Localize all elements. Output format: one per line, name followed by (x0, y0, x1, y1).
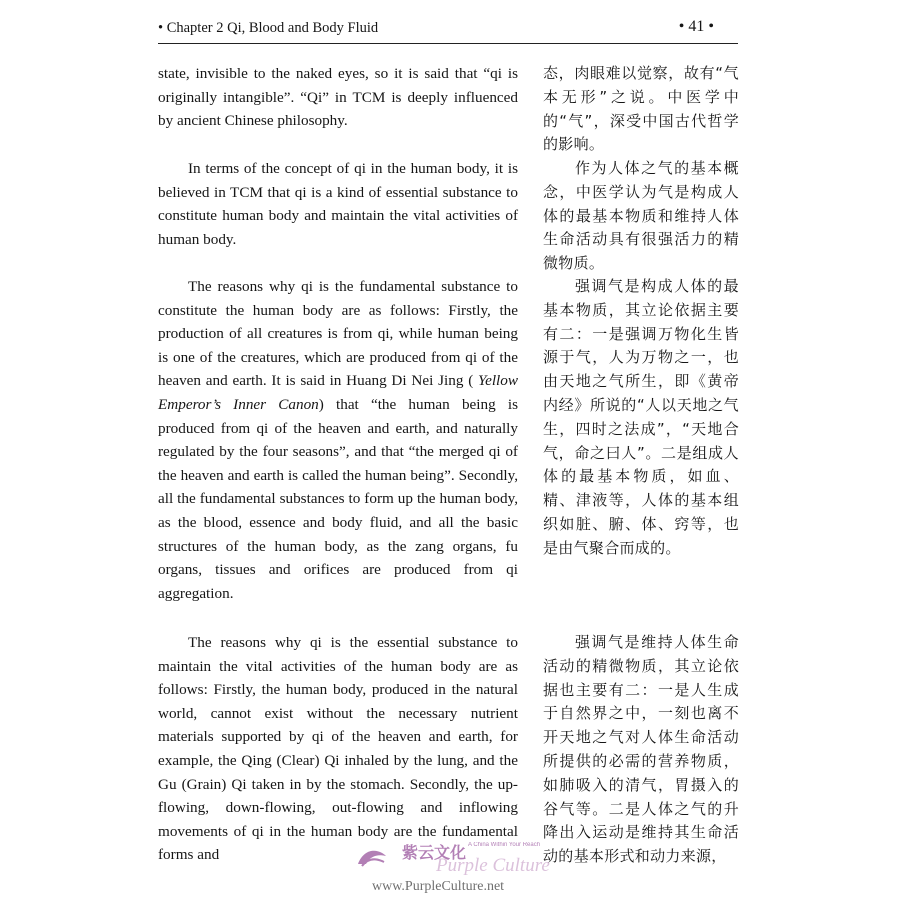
chinese-text: 作为人体之气的基本概念，中医学认为气是构成人体的最基本物质和维持人体生命活动具有很强活力的精微物质。 (543, 159, 739, 273)
purple-culture-logo-icon (356, 846, 388, 868)
chinese-text: 强调气是构成人体的最基本物质，其立论依据主要有二：一是强调万物化生皆源于气，人为万物之一，也由天地之气所生，即《黄帝内经》所说的“人以天地之气生，四时之法成”，“天地合气，命之曰人”。二是组成人体的最基本物质，如血、精、津液等，人体的基本组织如脏、腑、体、窍等，也是由气聚合而成的。 (543, 277, 739, 557)
english-text: state, invisible to the naked eyes, so it is said that “qi is originally intangible”. “Qi” in TCM is deeply influenced by ancient Chinese philosophy. (158, 65, 518, 130)
watermark-tagline: A China Within Your Reach (468, 842, 541, 848)
book-title-italic: Yellow Emperor’s Inner Canon (158, 372, 518, 413)
chinese-paragraph-1 (543, 62, 739, 157)
english-text-part: ( (463, 372, 479, 390)
english-paragraph-4 (158, 631, 518, 867)
chinese-text: 强调气是维持人体生命活动的精微物质，其立论依据也主要有二：一是人生成于自然界之中，一刻也离不开天地之气对人体生命活动所提供的必需的营养物质，如肺吸入的清气，胃摄入的谷气等。二是人体之气的升降出入运动是维持其生命活动的基本形式和动力来源， (543, 633, 739, 866)
watermark-brand-en: Purple Culture (436, 855, 550, 876)
english-paragraph-1 (158, 62, 518, 133)
chinese-paragraph-3 (543, 275, 739, 561)
english-text: In terms of the concept of qi in the human body, it is believed in TCM that qi is a kind of essential substance to constitute human body and maintain the vital activities of human body. (158, 160, 518, 248)
english-text-part: The reasons why qi is the fundamental substance to constitute the human body are as follows: Firstly, the production of all creatures is from qi, while human being is one of the creatures, which are produced from qi of the heaven and earth. It is said in Huang Di Nei Jing (158, 278, 518, 390)
english-paragraph-2 (158, 157, 518, 251)
watermark-url: www.PurpleCulture.net (372, 879, 505, 894)
english-text: The reasons why qi is the essential substance to maintain the vital activities of the human body are as follows: Firstly, the human body, produced in the natural world, cannot exist without the necessary nutrient materials supported by qi of the heaven and earth, for example, the Qing (Clear) Qi inhaled by the lung, and the Gu (Grain) Qi taken in by the stomach. Secondly, the up-flowing, down-flowing, out-flowing and inflowing movements of qi in the human body are the fundamental forms and (158, 634, 518, 864)
running-header (158, 14, 738, 44)
english-text-part: ) that “the human being is produced from qi of the heaven and earth, and naturally regulated by the four seasons”, and that “the merged qi of the heaven and earth is called the human being”. Secondly, all the fundamental substances to form up the human body, as the blood, essence and body fluid, and all the basic structures of the human body, as the zang organs, fu organs, tissues and orifices are produced from qi aggregation. (158, 395, 518, 602)
watermark (356, 838, 556, 898)
english-text (158, 275, 518, 605)
watermark-brand-cn: 紫云文化 (402, 843, 467, 862)
header-rule (158, 43, 738, 44)
chinese-paragraph-4 (543, 631, 739, 869)
chinese-paragraph-2 (543, 157, 739, 276)
chinese-text: 态，肉眼难以觉察，故有“气本无形”之说。中医学中的“气”，深受中国古代哲学的影响。 (543, 64, 739, 154)
chapter-title: • Chapter 2 Qi, Blood and Body Fluid (158, 20, 379, 36)
english-paragraph-3 (158, 275, 518, 605)
page-number: • 41 • (678, 18, 714, 35)
